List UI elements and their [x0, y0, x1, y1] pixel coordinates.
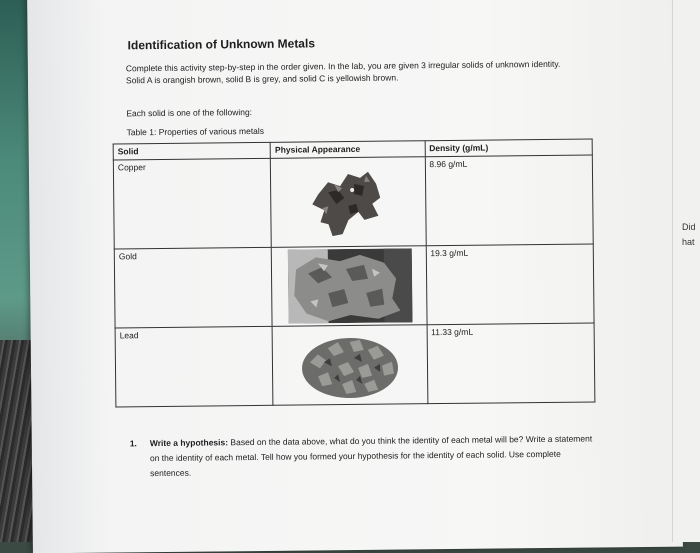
copper-photo: [298, 163, 399, 244]
cell-solid: Lead: [115, 326, 273, 407]
cell-density: 8.96 g/mL: [425, 155, 593, 246]
question-body: Based on the data above, what do you think the identity of each metal will be? Write a statement on the identity of each metal. Tell how you formed your hypothesis for the identity of each solid. Use complete sentences.: [149, 433, 593, 479]
question-label: Write a hypothesis:: [149, 437, 229, 449]
lead-photo: [298, 331, 403, 402]
table-caption: Table 1: Properties of various metals: [126, 125, 265, 138]
header-density: Density (g/mL): [425, 139, 593, 157]
table-row: [113, 155, 593, 249]
table-row: [115, 323, 595, 407]
question-1: [130, 431, 600, 481]
each-solid-text: Each solid is one of the following:: [126, 107, 253, 119]
cell-solid: Gold: [114, 247, 272, 328]
cell-density: 19.3 g/mL: [426, 244, 594, 325]
metals-table: [113, 138, 596, 407]
gold-photo: [288, 248, 413, 323]
adjacent-page-text-2: hat: [682, 237, 695, 247]
table-row: [114, 244, 594, 328]
question-text: [150, 431, 600, 481]
adjacent-page-text-1: Did: [682, 222, 696, 232]
cell-density: 11.33 g/mL: [427, 323, 595, 404]
cell-appearance: [271, 157, 426, 248]
header-appearance: Physical Appearance: [270, 141, 424, 159]
cell-appearance: [272, 325, 427, 406]
header-solid: Solid: [113, 142, 270, 160]
question-number: 1.: [129, 438, 137, 449]
cell-solid: Copper: [113, 158, 271, 249]
cell-appearance: [272, 246, 427, 327]
page-title: Identification of Unknown Metals: [127, 36, 316, 53]
intro-paragraph: Complete this activity step-by-step in the order given. In the lab, you are given 3 irregular solids of unknown identity. Solid A is orangish brown, solid B is grey, and solid C is yellowish brown.: [125, 58, 561, 86]
